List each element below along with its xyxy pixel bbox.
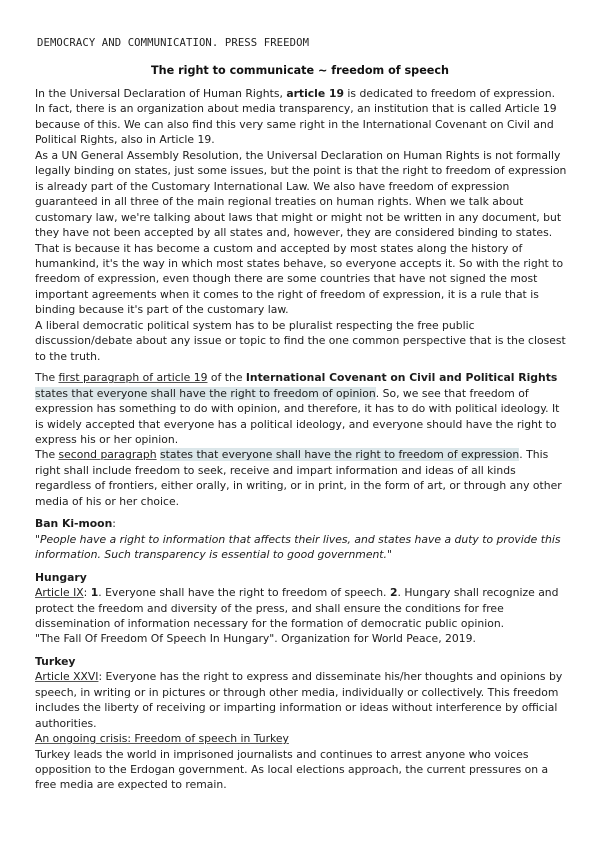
second-paragraph-link[interactable]: second paragraph	[58, 448, 157, 462]
document-title: The right to communicate ~ freedom of speech	[151, 64, 449, 77]
document-body	[35, 86, 567, 793]
turkey-crisis-text: Turkey leads the world in imprisoned journalists and continues to arrest anyone who voices opposition to the Erdogan government. As local elections approach, the current pressures on a free media are expected to remain.	[35, 747, 549, 792]
turkey-article-link[interactable]: Article XXVI	[35, 670, 99, 684]
first-paragraph-link[interactable]: first paragraph of article 19	[58, 371, 208, 385]
document-header: DEMOCRACY AND COMMUNICATION. PRESS FREEDOM	[37, 37, 310, 49]
hungary-article-link[interactable]: Article IX	[35, 586, 84, 600]
highlight-opinion: states that everyone shall have the right to freedom of opinion	[35, 386, 376, 400]
intro-paragraph-1: In the Universal Declaration of Human Rights, article 19 is dedicated to freedom of expression. In fact, there is an organization about media transparency, an institution that is called Article 19 because of this. We can also find this very same right in the International Covenant on Civil and Political Rights, also in Article 19.	[35, 87, 557, 147]
ban-ki-moon-quote: "People have a right to information that affects their lives, and states have a duty to provide this information. Such transparency is essential to good government."	[35, 532, 561, 562]
hungary-source: "The Fall Of Freedom Of Speech In Hungary". Organization for World Peace, 2019.	[35, 632, 476, 646]
highlight-expression: states that everyone shall have the right to freedom of expression	[160, 448, 520, 462]
covenant-paragraph-1: The first paragraph of article 19 of the International Covenant on Civil and Political Rights states that everyone shall have the right to freedom of opinion. So, we see that freedom of expression has something to do with opinion, and therefore, it has to do with political ideology. It is widely accepted that everyone has a political ideology, and everyone should have the right to express his or her opinion.	[35, 371, 560, 446]
intro-paragraph-2: As a UN General Assembly Resolution, the Universal Declaration on Human Rights is not formally legally binding on states, just some issues, but the point is that the right to freedom of expression is already part of the Customary International Law. We also have freedom of expression guaranteed in all three of the main regional treaties on human rights. When we talk about customary law, we're talking about laws that might or might not be written in any document, but they have not been accepted by all states and, however, they are considered binding to states. That is because it has become a custom and accepted by most states along the history of humankind, it's the way in which most states behave, so everyone accepts it. So with the right to freedom of expression, even though there are some countries that have not signed the most important agreements when it comes to the right of freedom of expression, it is a rule that is binding because it's part of the customary law.	[35, 148, 567, 317]
turkey-article: Article XXVI: Everyone has the right to express and disseminate his/her thoughts and opinions by speech, in writing or in pictures or through other media, individually or collectively. This freedom includes the liberty of receiving or imparting information or ideas without interference by official authorities.	[35, 670, 563, 730]
article-19-bold: article 19	[286, 87, 344, 100]
hungary-article: Article IX: 1. Everyone shall have the right to freedom of speech. 2. Hungary shall recognize and protect the freedom and diversity of the press, and shall ensure the conditions for free dissemination of information necessary for the formation of democratic public opinion.	[35, 586, 559, 630]
turkey-crisis-link[interactable]: An ongoing crisis: Freedom of speech in Turkey	[35, 732, 289, 746]
ban-ki-moon-heading: Ban Ki-moon:	[35, 517, 116, 531]
covenant-paragraph-2: The second paragraph states that everyone shall have the right to freedom of expression. This right shall include freedom to seek, receive and impart information and ideas of all kinds regardless of frontiers, either orally, in writing, or in print, in the form of art, or through any other media of his or her choice.	[35, 448, 562, 508]
turkey-heading: Turkey	[35, 654, 76, 668]
turkey-crisis-title	[35, 731, 567, 746]
hungary-heading: Hungary	[35, 570, 87, 584]
covenant-name: International Covenant on Civil and Political Rights	[245, 371, 558, 385]
intro-paragraph-3: A liberal democratic political system has to be pluralist respecting the free public discussion/debate about any issue or topic to find the one common perspective that is the closest to the truth.	[35, 318, 566, 363]
